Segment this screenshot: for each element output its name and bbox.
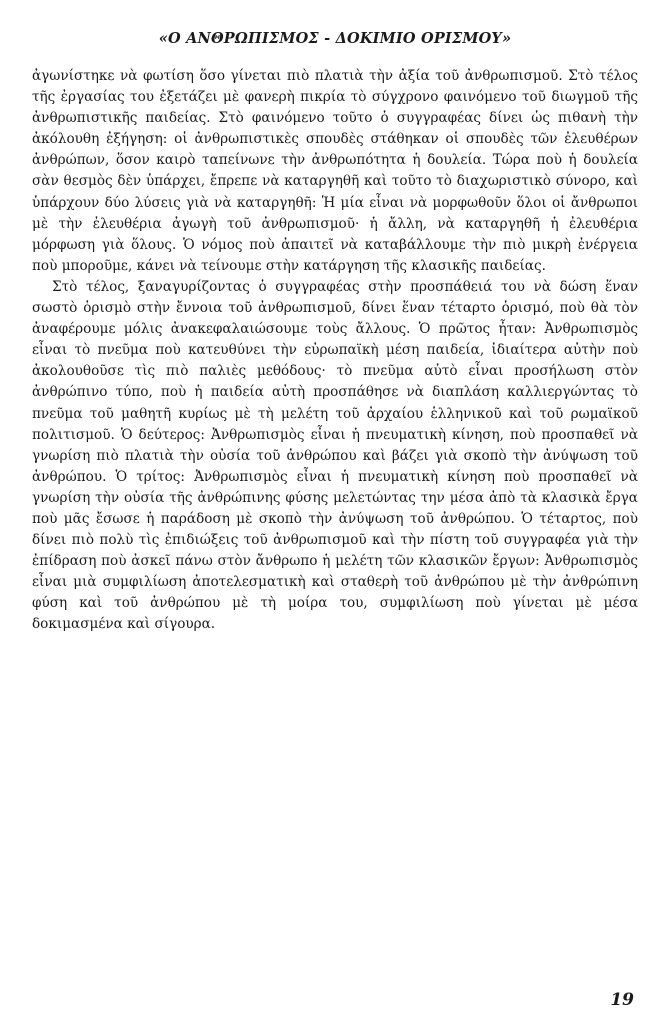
running-header: «Ο ΑΝΘΡΩΠΙΣΜΟΣ - ΔΟΚΙΜΙΟ ΟΡΙΣΜΟΥ»: [158, 30, 512, 47]
paragraph-2: Στὸ τέλος, ξαναγυρίζοντας ὁ συγγραφέας στὴν προσπάθειά του νὰ δώση ἕναν σωστὸ ὁρισμὸ στὴν ἔννοια τοῦ ἀνθρωπισμοῦ, δίνει ἕναν τέταρτο ὁρισμό, ποὺ θὰ τὸν ἀναφέρουμε μόλις ἀνακεφαλαιώσουμε τοὺς ἄλλους. Ὁ πρῶτος ἦταν: Ἀνθρωπισμὸς εἶναι τὸ πνεῦμα ποὺ κατευθύνει τὴν εὐρωπαϊκὴ μέση παιδεία, ἰδιαίτερα αὐτὴν ποὺ ἀκολουθοῦσε τὶς πιὸ παλιὲς μεθόδους· τὸ πνεῦμα αὐτὸ εἶναι προσήλωση στὸν ἀνθρώπινο τύπο, ποὺ ἡ παιδεία αὐτὴ προσπάθησε νὰ διαπλάση καλλιεργώντας τὸ πνεῦμα τοῦ μαθητῆ κυρίως μὲ τὴ μελέτη τοῦ ἀρχαίου ἑλληνικοῦ καὶ τοῦ ρωμαϊκοῦ πολιτισμοῦ. Ὁ δεύτερος: Ἀνθρωπισμὸς εἶναι ἡ πνευματικὴ κίνηση, ποὺ προσπαθεῖ νὰ γνωρίση πιὸ πλατιὰ τὴν οὐσία τοῦ ἀνθρώπου καὶ βάζει γιὰ σκοπὸ τὴν ἀνύψωση τοῦ ἀνθρώπου. Ὁ τρίτος: Ἀνθρωπισμὸς εἶναι ἡ πνευματικὴ κίνηση ποὺ προσπαθεῖ νὰ γνωρίση τὴν οὐσία τῆς ἀνθρώπινης φύσης μελετώντας την μέσα ἀπὸ τὰ κλασικὰ ἔργα ποὺ μᾶς ἔσωσε ἡ παράδοση μὲ σκοπὸ τὴν ἀνύψωση τοῦ ἀνθρώπου. Ὁ τέταρτος, ποὺ δίνει πιὸ πολὺ τὶς ἐπιδιώξεις τοῦ ἀνθρωπισμοῦ καὶ τὴν πίστη τοῦ συγγραφέα γιὰ τὴν ἐπίδραση ποὺ ἀσκεῖ πάνω στὸν ἄνθρωπο ἡ μελέτη τῶν κλασικῶν ἔργων: Ἀνθρωπισμὸς εἶναι μιὰ συμφιλίωση ἀποτελεσματικὴ καὶ σταθερὴ τοῦ ἀνθρώπου μὲ τὴν ἀνθρώπινη φύση καὶ τοῦ ἀνθρώπου μὲ τὴ μοίρα του, συμφιλίωση ποὺ γίνεται μὲ μέσα δοκιμασμένα καὶ σίγουρα.: [32, 278, 638, 633]
page-number: 19: [610, 990, 634, 1010]
paragraph-1: ἀγωνίστηκε νὰ φωτίση ὅσο γίνεται πιὸ πλατιὰ τὴν ἀξία τοῦ ἀνθρωπισμοῦ. Στὸ τέλος τῆς ἐργασίας του ἐξετάζει μὲ φανερὴ πικρία τὸ σύγχρονο φαινόμενο τοῦ διωγμοῦ τῆς ἀνθρωπιστικῆς παιδείας. Στὸ φαινόμενο τοῦτο ὁ συγγραφέας δίνει ὡς πιθανὴ τὴν ἀκόλουθη ἐξήγηση: οἱ ἀνθρωπιστικὲς σπουδὲς στάθηκαν οἱ σπουδὲς τῶν ἐλευθέρων ἀνθρώπων, ὅσον καιρὸ ταπείνωνε τὴν ἀνθρωπότητα ἡ δουλεία. Τώρα ποὺ ἡ δουλεία σὰν θεσμὸς δὲν ὑπάρχει, ἔπρεπε νὰ καταργηθῆ καὶ τοῦτο τὸ διαχωριστικὸ σύνορο, καὶ ὑπάρχουν δύο λύσεις γιὰ νὰ καταργηθῆ: Ἡ μία εἶναι νὰ μορφωθοῦν ὅλοι οἱ ἄνθρωποι μὲ τὴν ἐλευθέρια ἀγωγὴ τοῦ ἀνθρωπισμοῦ· ἡ ἄλλη, νὰ καταργηθῆ ἡ ἐλευθέρια μόρφωση γιὰ ὅλους. Ὁ νόμος ποὺ ἀπαιτεῖ νὰ καταβάλλουμε τὴν πιὸ μικρὴ ἐνέργεια ποὺ μποροῦμε, κάνει νὰ τείνουμε στὴν κατάργηση τῆς κλασικῆς παιδείας.: [32, 68, 638, 274]
body-text: [32, 66, 638, 636]
